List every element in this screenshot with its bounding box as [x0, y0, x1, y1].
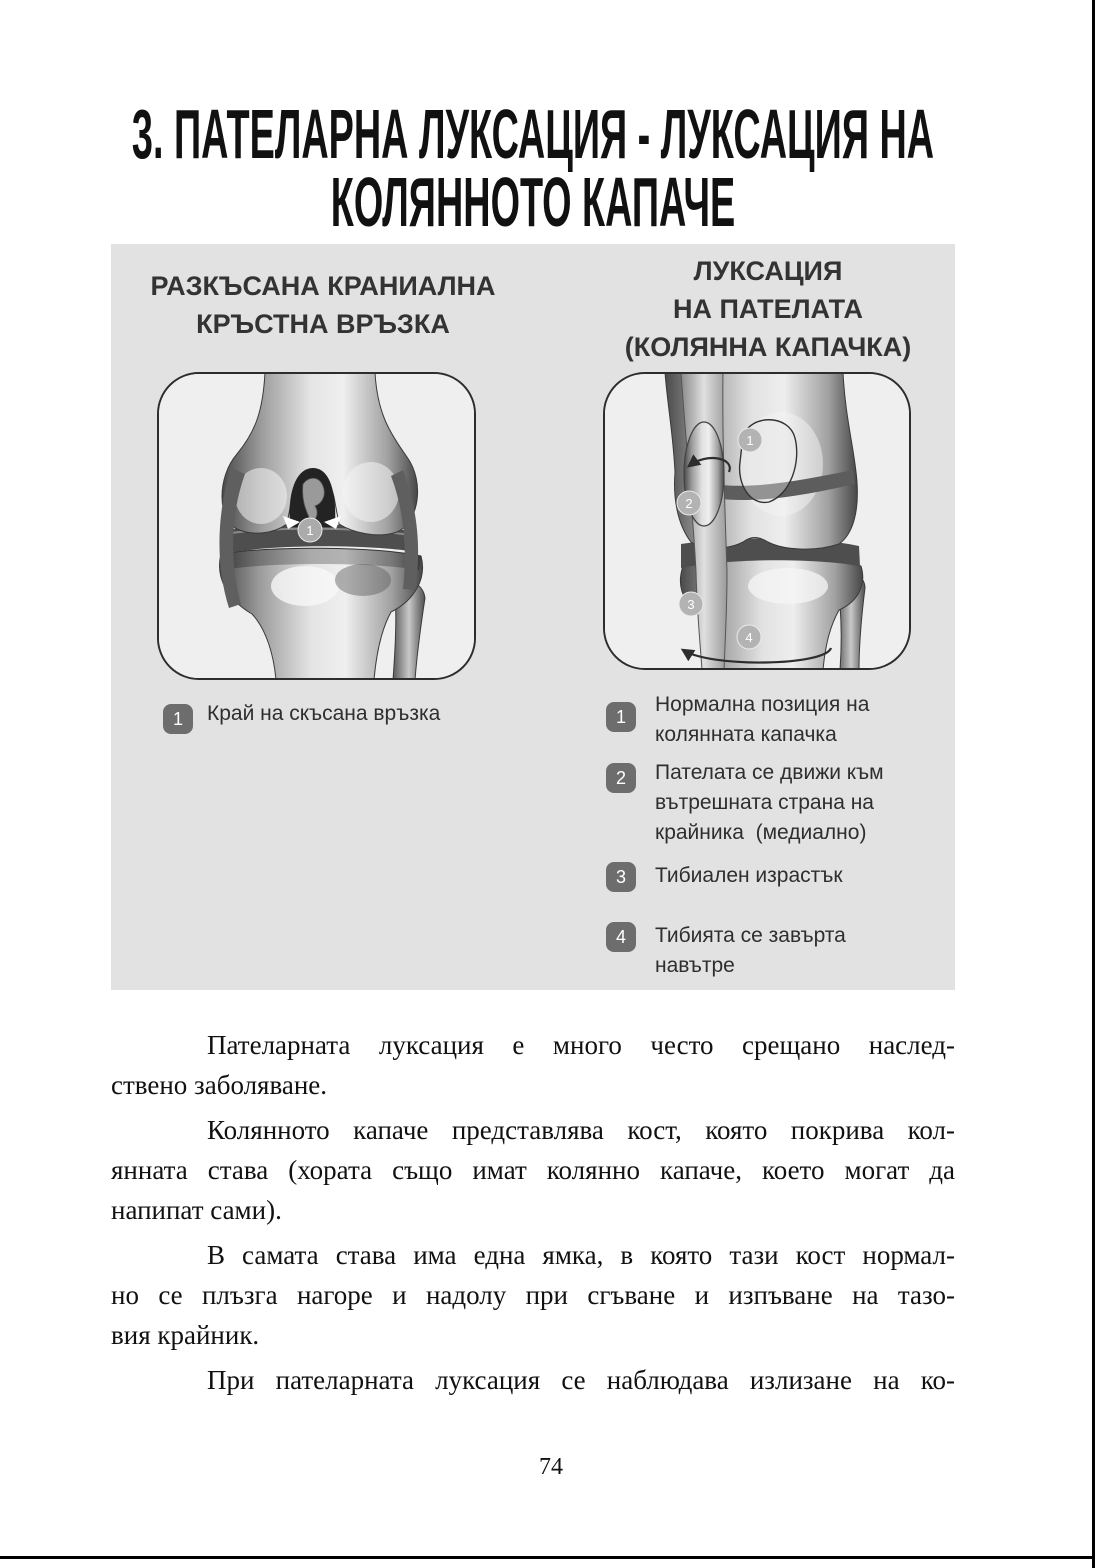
tibial-condyle-shading [335, 564, 391, 596]
legend-line: вътрешната страна на [655, 791, 874, 814]
illustration-marker-4 [737, 625, 761, 649]
legend-item-4 [655, 921, 846, 981]
left-panel-heading-line: РАЗКЪСАНА КРАНИАЛНА [150, 271, 496, 301]
body-text [111, 1025, 955, 1400]
paragraph-1 [111, 1025, 955, 1105]
torn-ligament-knee-illustration [157, 372, 476, 680]
text-line: Колянното капаче представлява кост, която покрива кол- [207, 1115, 955, 1145]
text-line: напипат сами). [111, 1195, 282, 1225]
legend-badge-1: 1 [606, 702, 636, 732]
legend-item-2 [655, 758, 884, 848]
legend-line: навътре [655, 954, 735, 977]
right-panel-heading-line: НА ПАТЕЛАТА [673, 294, 863, 324]
legend-line: Тибиален израстък [655, 864, 843, 887]
legend-line: колянната капачка [655, 723, 837, 746]
legend-item-1 [655, 690, 869, 750]
illustration-marker-number: 1 [746, 433, 754, 448]
text-line: Пателарната луксация е много често срещано наслед- [207, 1030, 955, 1060]
legend-badge-1: 1 [163, 704, 193, 734]
tibial-plateau-highlight [748, 568, 828, 604]
right-panel-heading-line: (КОЛЯННА КАПАЧКА) [624, 332, 912, 362]
left-panel-heading [150, 267, 495, 343]
legend-line: крайника (медиално) [655, 821, 867, 844]
text-line: В самата става има една ямка, в която тази кост нормал- [207, 1240, 955, 1270]
illustration-marker-number: 4 [745, 630, 753, 645]
legend-item-3 [655, 861, 843, 891]
text-line: но се плъзга нагоре и надолу при сгъване и изпъване на тазо- [111, 1280, 955, 1310]
text-line: ствено заболяване. [111, 1070, 328, 1100]
page-frame-right-line [1092, 0, 1095, 1568]
paragraph-4 [111, 1360, 955, 1400]
illustration-marker-1 [298, 518, 322, 542]
right-panel-heading [625, 252, 912, 366]
text-line: янната става (хората също имат колянно капаче, което могат да [111, 1155, 955, 1185]
legend-line: Пателата се движи към [655, 761, 884, 784]
left-panel-heading-line: КРЪСТНА ВРЪЗКА [196, 309, 450, 339]
illustration-marker-3 [679, 592, 703, 616]
legend-item-1 [207, 699, 440, 729]
chapter-title-line-2: КОЛЯННОТО КАПАЧЕ [330, 163, 736, 241]
illustration-marker-number: 2 [685, 496, 693, 511]
paragraph-3 [111, 1235, 955, 1355]
legend-line: Тибията се завърта [655, 924, 846, 947]
tibial-plateau-highlight [271, 566, 339, 606]
chapter-title-line-1: 3. ПАТЕЛАРНА ЛУКСАЦИЯ - ЛУКСАЦИЯ НА [131, 95, 935, 173]
text-line: При пателарната луксация се наблюдава излизане на ко- [207, 1365, 955, 1395]
legend-badge-2: 2 [606, 763, 636, 793]
page-number: 74 [539, 1454, 563, 1480]
lateral-condyle-highlight [343, 462, 399, 522]
legend-badge-4: 4 [606, 922, 636, 952]
legend-badge-3: 3 [606, 862, 636, 892]
patellar-luxation-knee-illustration [603, 372, 911, 670]
illustration-marker-2 [677, 491, 701, 515]
illustration-marker-1 [738, 428, 762, 452]
page-frame-bottom-line [0, 1556, 1095, 1559]
paragraph-2 [111, 1110, 955, 1230]
illustration-marker-number: 3 [687, 597, 695, 612]
legend-line: Нормална позиция на [655, 693, 870, 716]
torn-ligament-illustration-frame [157, 372, 476, 680]
right-panel-heading-line: ЛУКСАЦИЯ [693, 256, 843, 286]
patellar-luxation-illustration-frame [603, 372, 911, 670]
text-line: вия крайник. [111, 1320, 260, 1350]
legend-line: Край на скъсана връзка [207, 702, 441, 725]
illustration-marker-number: 1 [306, 523, 314, 538]
